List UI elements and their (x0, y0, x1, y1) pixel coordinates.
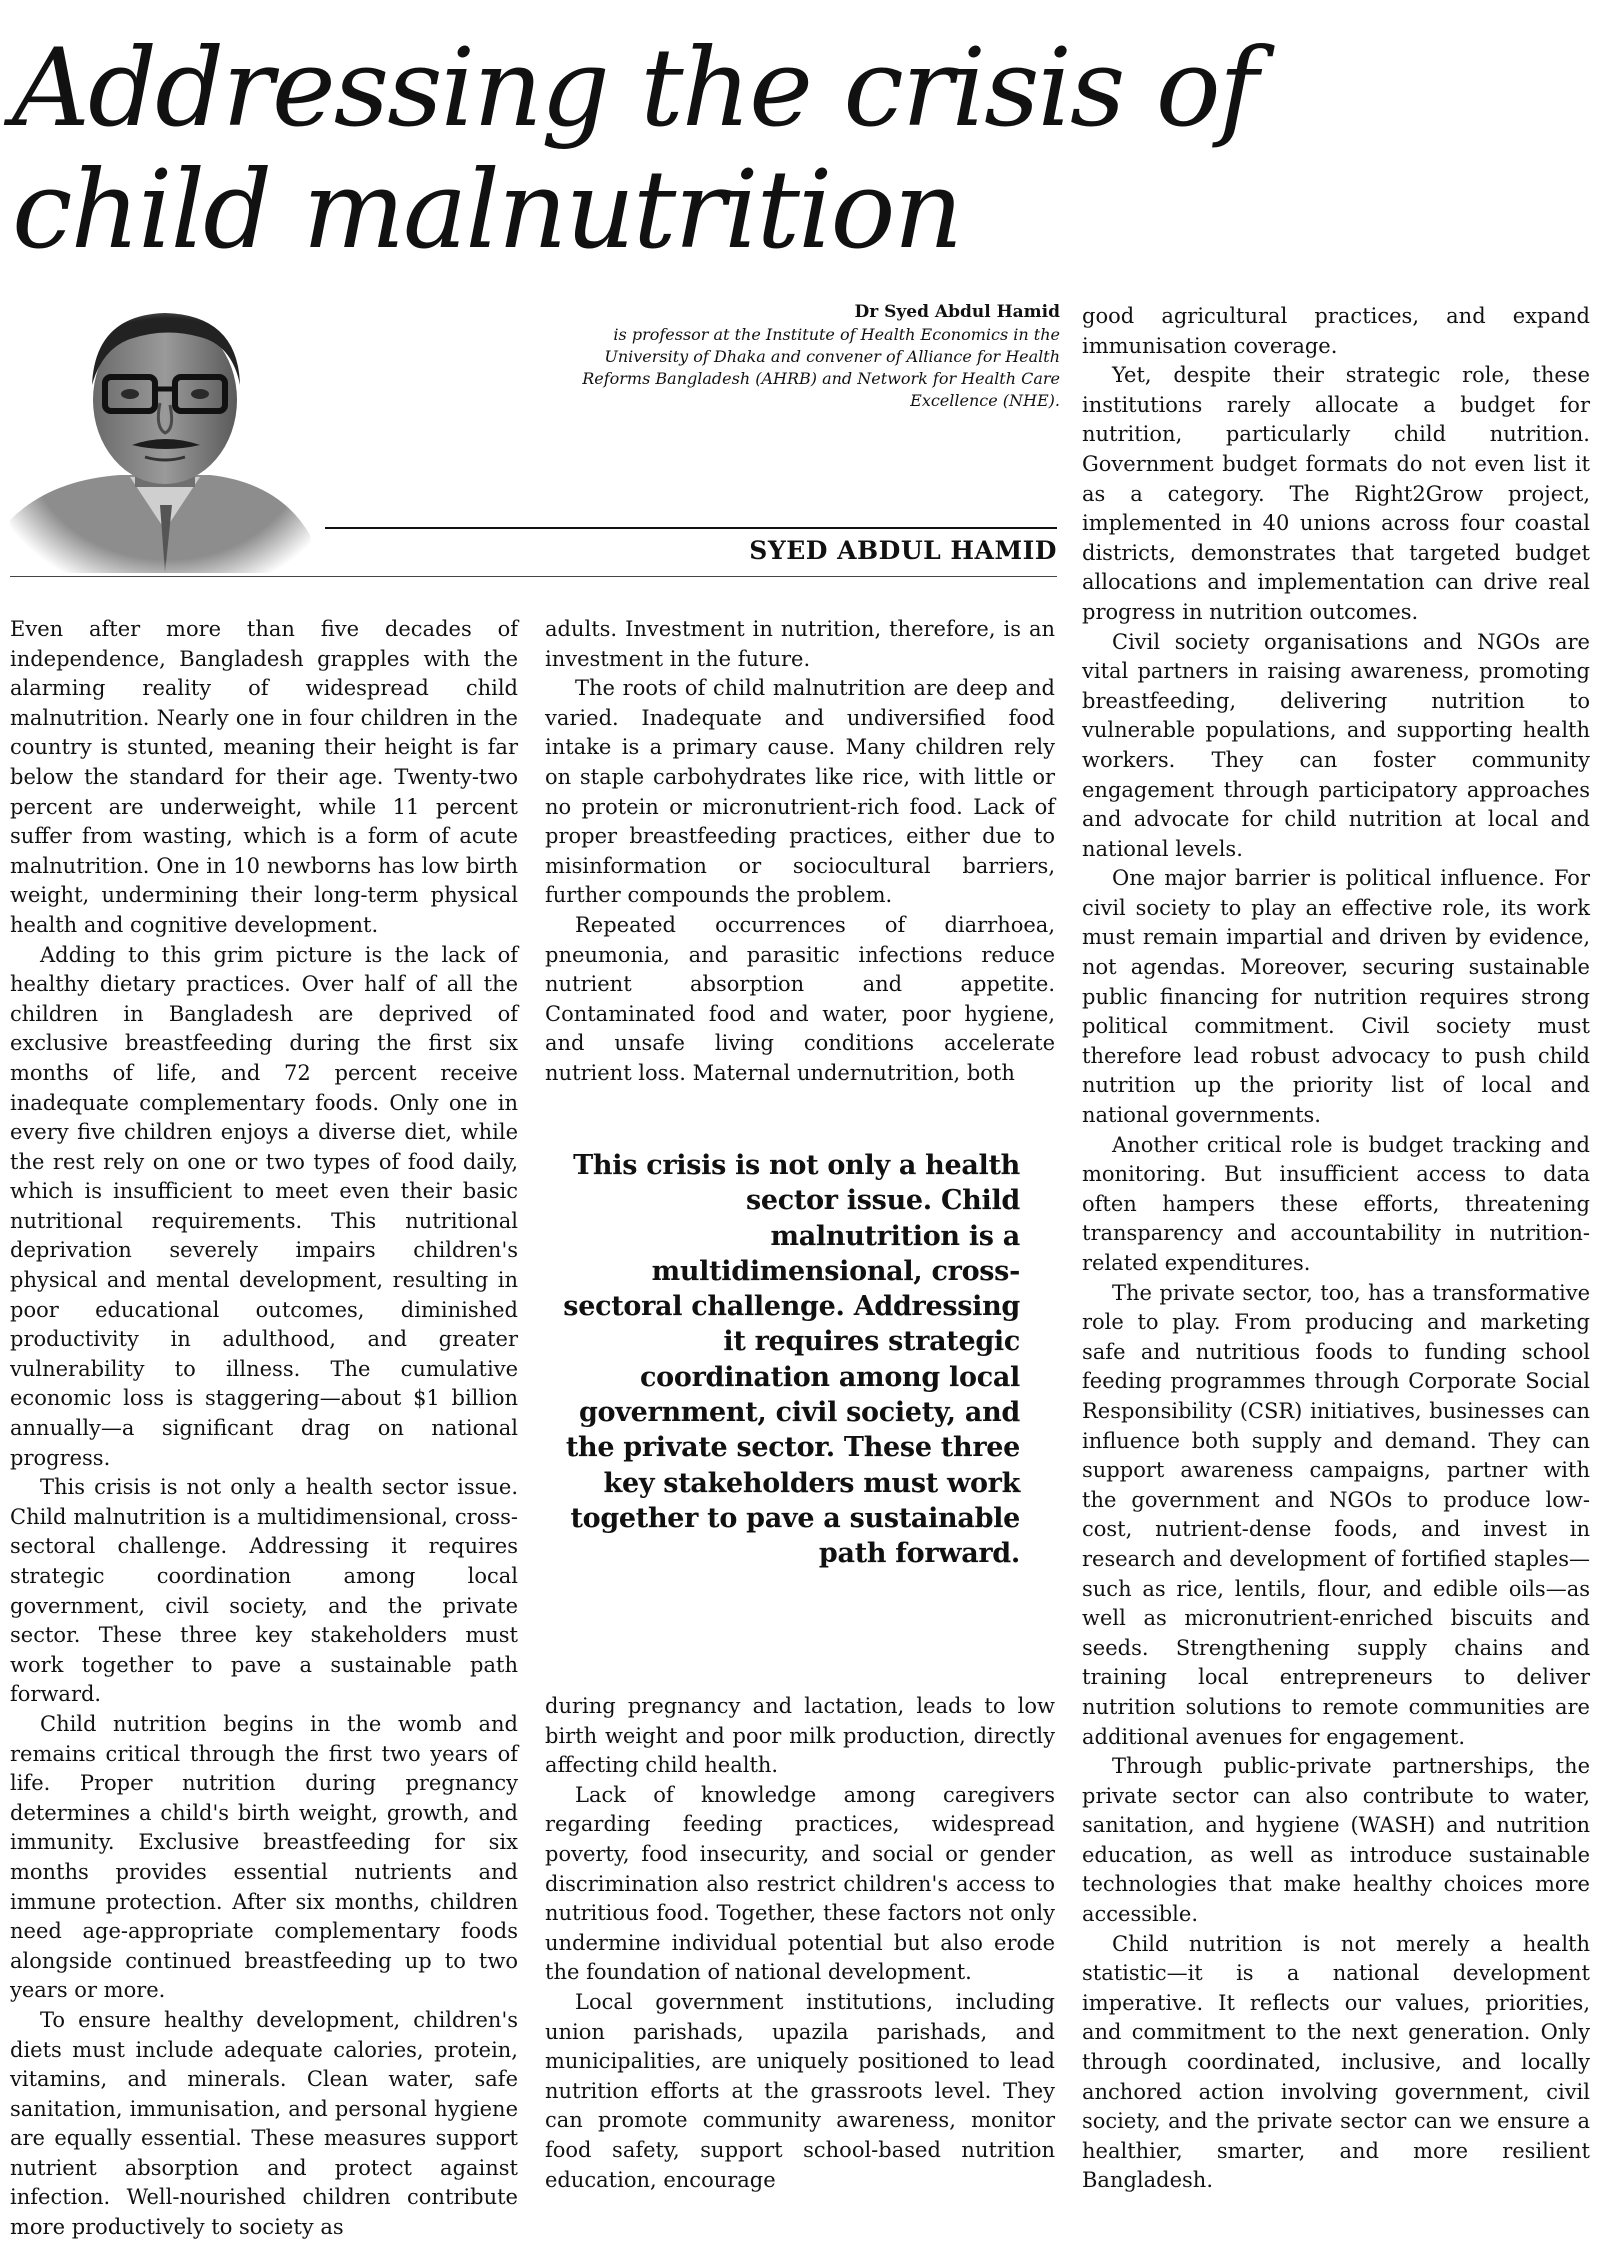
headline (12, 28, 1572, 272)
paragraph: during pregnancy and lactation, leads to low birth weight and poor milk production, directly affecting child health. (545, 1694, 1055, 1778)
paragraph: Even after more than five decades of independence, Bangladesh grapples with the alarming reality of widespread child malnutrition. Nearly one in four children in the country is stunted, meaning their height is far below the standard for their age. Twenty-two percent are underweight, while 11 percent suffer from wasting, which is a form of acute malnutrition. One in 10 newborns has low birth weight, undermining their long-term physical health and cognitive development. (10, 617, 518, 937)
article-column-2-bottom (545, 1692, 1055, 2227)
paragraph: Child nutrition begins in the womb and remains critical through the first two years of life. Proper nutrition during pregnancy determines a child's birth weight, growth, and immunity. Exclusive breastfeeding for six months provides essential nutrients and immune protection. After six months, children need age-appropriate complementary foods alongside continued breastfeeding up to two years or more. (10, 1711, 518, 2003)
paragraph: This crisis is not only a health sector issue. Child malnutrition is a multidimensional, cross-sectoral challenge. Addressing it requires strategic coordination among local government, civil society, and the private sector. These three key stakeholders must work together to pave a sustainable path forward. (10, 1475, 518, 1707)
paragraph: Repeated occurrences of diarrhoea, pneumonia, and parasitic infections reduce nutrient absorption and appetite. Contaminated food and water, poor hygiene, and unsafe living conditions accelerate nutrient loss. Maternal undernutrition, both (545, 912, 1055, 1085)
paragraph: To ensure healthy development, children's diets must include adequate calories, protein, vitamins, and minerals. Clean water, safe sanitation, immunisation, and personal hygiene are equally essential. These measures support nutrient absorption and protect against infection. Well-nourished children contribute more productively to society as (10, 2007, 518, 2240)
article-column-3 (1082, 302, 1590, 2227)
divider (325, 527, 1057, 529)
paragraph: Adding to this grim picture is the lack of healthy dietary practices. Over half of all the children in Bangladesh are deprived of exclusive breastfeeding during the first six months of life, and 72 percent receive inadequate complementary foods. Only one in every five children enjoys a diverse diet, while the rest rely on one or two types of food daily, which is insufficient to meet even their basic nutritional requirements. This nutritional deprivation severely impairs children's physical and mental development, resulting in poor educational outcomes, diminished productivity in adulthood, and greater vulnerability to illness. The cumulative economic loss is staggering—about $1 billion annually—a significant drag on national progress. (10, 942, 518, 1470)
paragraph: Another critical role is budget tracking and monitoring. But insufficient access to data often hampers these efforts, threatening transparency and accountability in nutrition-related expenditures. (1082, 1132, 1590, 1275)
paragraph: The roots of child malnutrition are deep and varied. Inadequate and undiversified food intake is a primary cause. Many children rely on staple carbohydrates like rice, with little or no protein or micronutrient-rich food. Lack of proper breastfeeding practices, either due to misinformation or sociocultural barriers, further compounds the problem. (545, 676, 1055, 908)
headline-line-1: Addressing the crisis of (12, 26, 1257, 151)
paragraph: The private sector, too, has a transformative role to play. From producing and marketing safe and nutritious foods to funding school feeding programmes through Corporate Social Responsibility (CSR) initiatives, businesses can influence both supply and demand. They can support awareness campaigns, partner with the government and NGOs to produce low-cost, nutrient-dense foods, and invest in research and development of fortified staples—such as rice, lentils, flour, and edible oils—as well as micronutrient-enriched biscuits and seeds. Strengthening supply chains and training local entrepreneurs to deliver nutrition solutions to remote communities are additional avenues for engagement. (1082, 1280, 1590, 1749)
paragraph: One major barrier is political influence. For civil society to play an effective role, its work must remain impartial and driven by evidence, not agendas. Moreover, securing sustainable public financing for nutrition requires strong political commitment. Civil society must therefore lead robust advocacy to push child nutrition up the priority list of local and national governments. (1082, 866, 1590, 1128)
paragraph: Yet, despite their strategic role, these institutions rarely allocate a budget for nutrition, particularly child nutrition. Government budget formats do not even list it as a category. The Right2Grow project, implemented in 40 unions across four coastal districts, demonstrates that targeted budget allocations and implementation can drive real progress in nutrition outcomes. (1082, 363, 1590, 624)
pull-quote: This crisis is not only a health sector issue. Child malnutrition is a multidimensional, cross-sectoral challenge. Addressing it requires strategic coordination among local government, civil society, and the private sector. These three key stakeholders must work together to pave a sustainable path forward. (563, 1150, 1020, 1570)
paragraph: good agricultural practices, and expand immunisation coverage. (1082, 304, 1590, 358)
byline-name: Dr Syed Abdul Hamid (854, 302, 1060, 322)
article-column-2-top (545, 615, 1055, 1097)
paragraph: Lack of knowledge among caregivers regarding feeding practices, widespread poverty, food insecurity, and social or gender discrimination also restrict children's access to nutritious food. Together, these factors not only undermine individual potential but also erode the foundation of national development. (545, 1782, 1055, 1985)
article-column-1 (10, 615, 518, 2240)
divider (10, 576, 1057, 577)
headline-line-2: child malnutrition (12, 148, 962, 273)
paragraph: Through public-private partnerships, the private sector can also contribute to water, sanitation, and hygiene (WASH) and nutrition education, as well as introduce sustainable technologies that make healthy choices more accessible. (1082, 1754, 1590, 1927)
author-portrait-icon (10, 305, 325, 573)
paragraph: Local government institutions, including union parishads, upazila parishads, and municipalities, are uniquely positioned to lead nutrition efforts at the grassroots level. They can promote community awareness, monitor food safety, support school-based nutrition education, encourage (545, 1989, 1055, 2192)
paragraph: adults. Investment in nutrition, therefore, is an investment in the future. (545, 617, 1055, 671)
author-signature: SYED ABDUL HAMID (749, 536, 1057, 565)
byline-block (540, 300, 1060, 412)
paragraph: Civil society organisations and NGOs are vital partners in raising awareness, promoting breastfeeding, delivering nutrition to vulnerable populations, and supporting health workers. They can foster community engagement through participatory approaches and advocate for child nutrition at local and national levels. (1082, 629, 1590, 861)
author-portrait (10, 305, 325, 573)
paragraph: Child nutrition is not merely a health statistic—it is a national development imperative. It reflects our values, priorities, and commitment to the next generation. Only through coordinated, inclusive, and locally anchored action involving government, civil society, and the private sector can we ensure a healthier, smarter, and more resilient Bangladesh. (1082, 1931, 1590, 2193)
byline-bio: is professor at the Institute of Health Economics in the University of Dhaka and convener of Alliance for Health Reforms Bangladesh (AHRB) and Network for Health Care Excellence (NHE). (582, 325, 1060, 410)
